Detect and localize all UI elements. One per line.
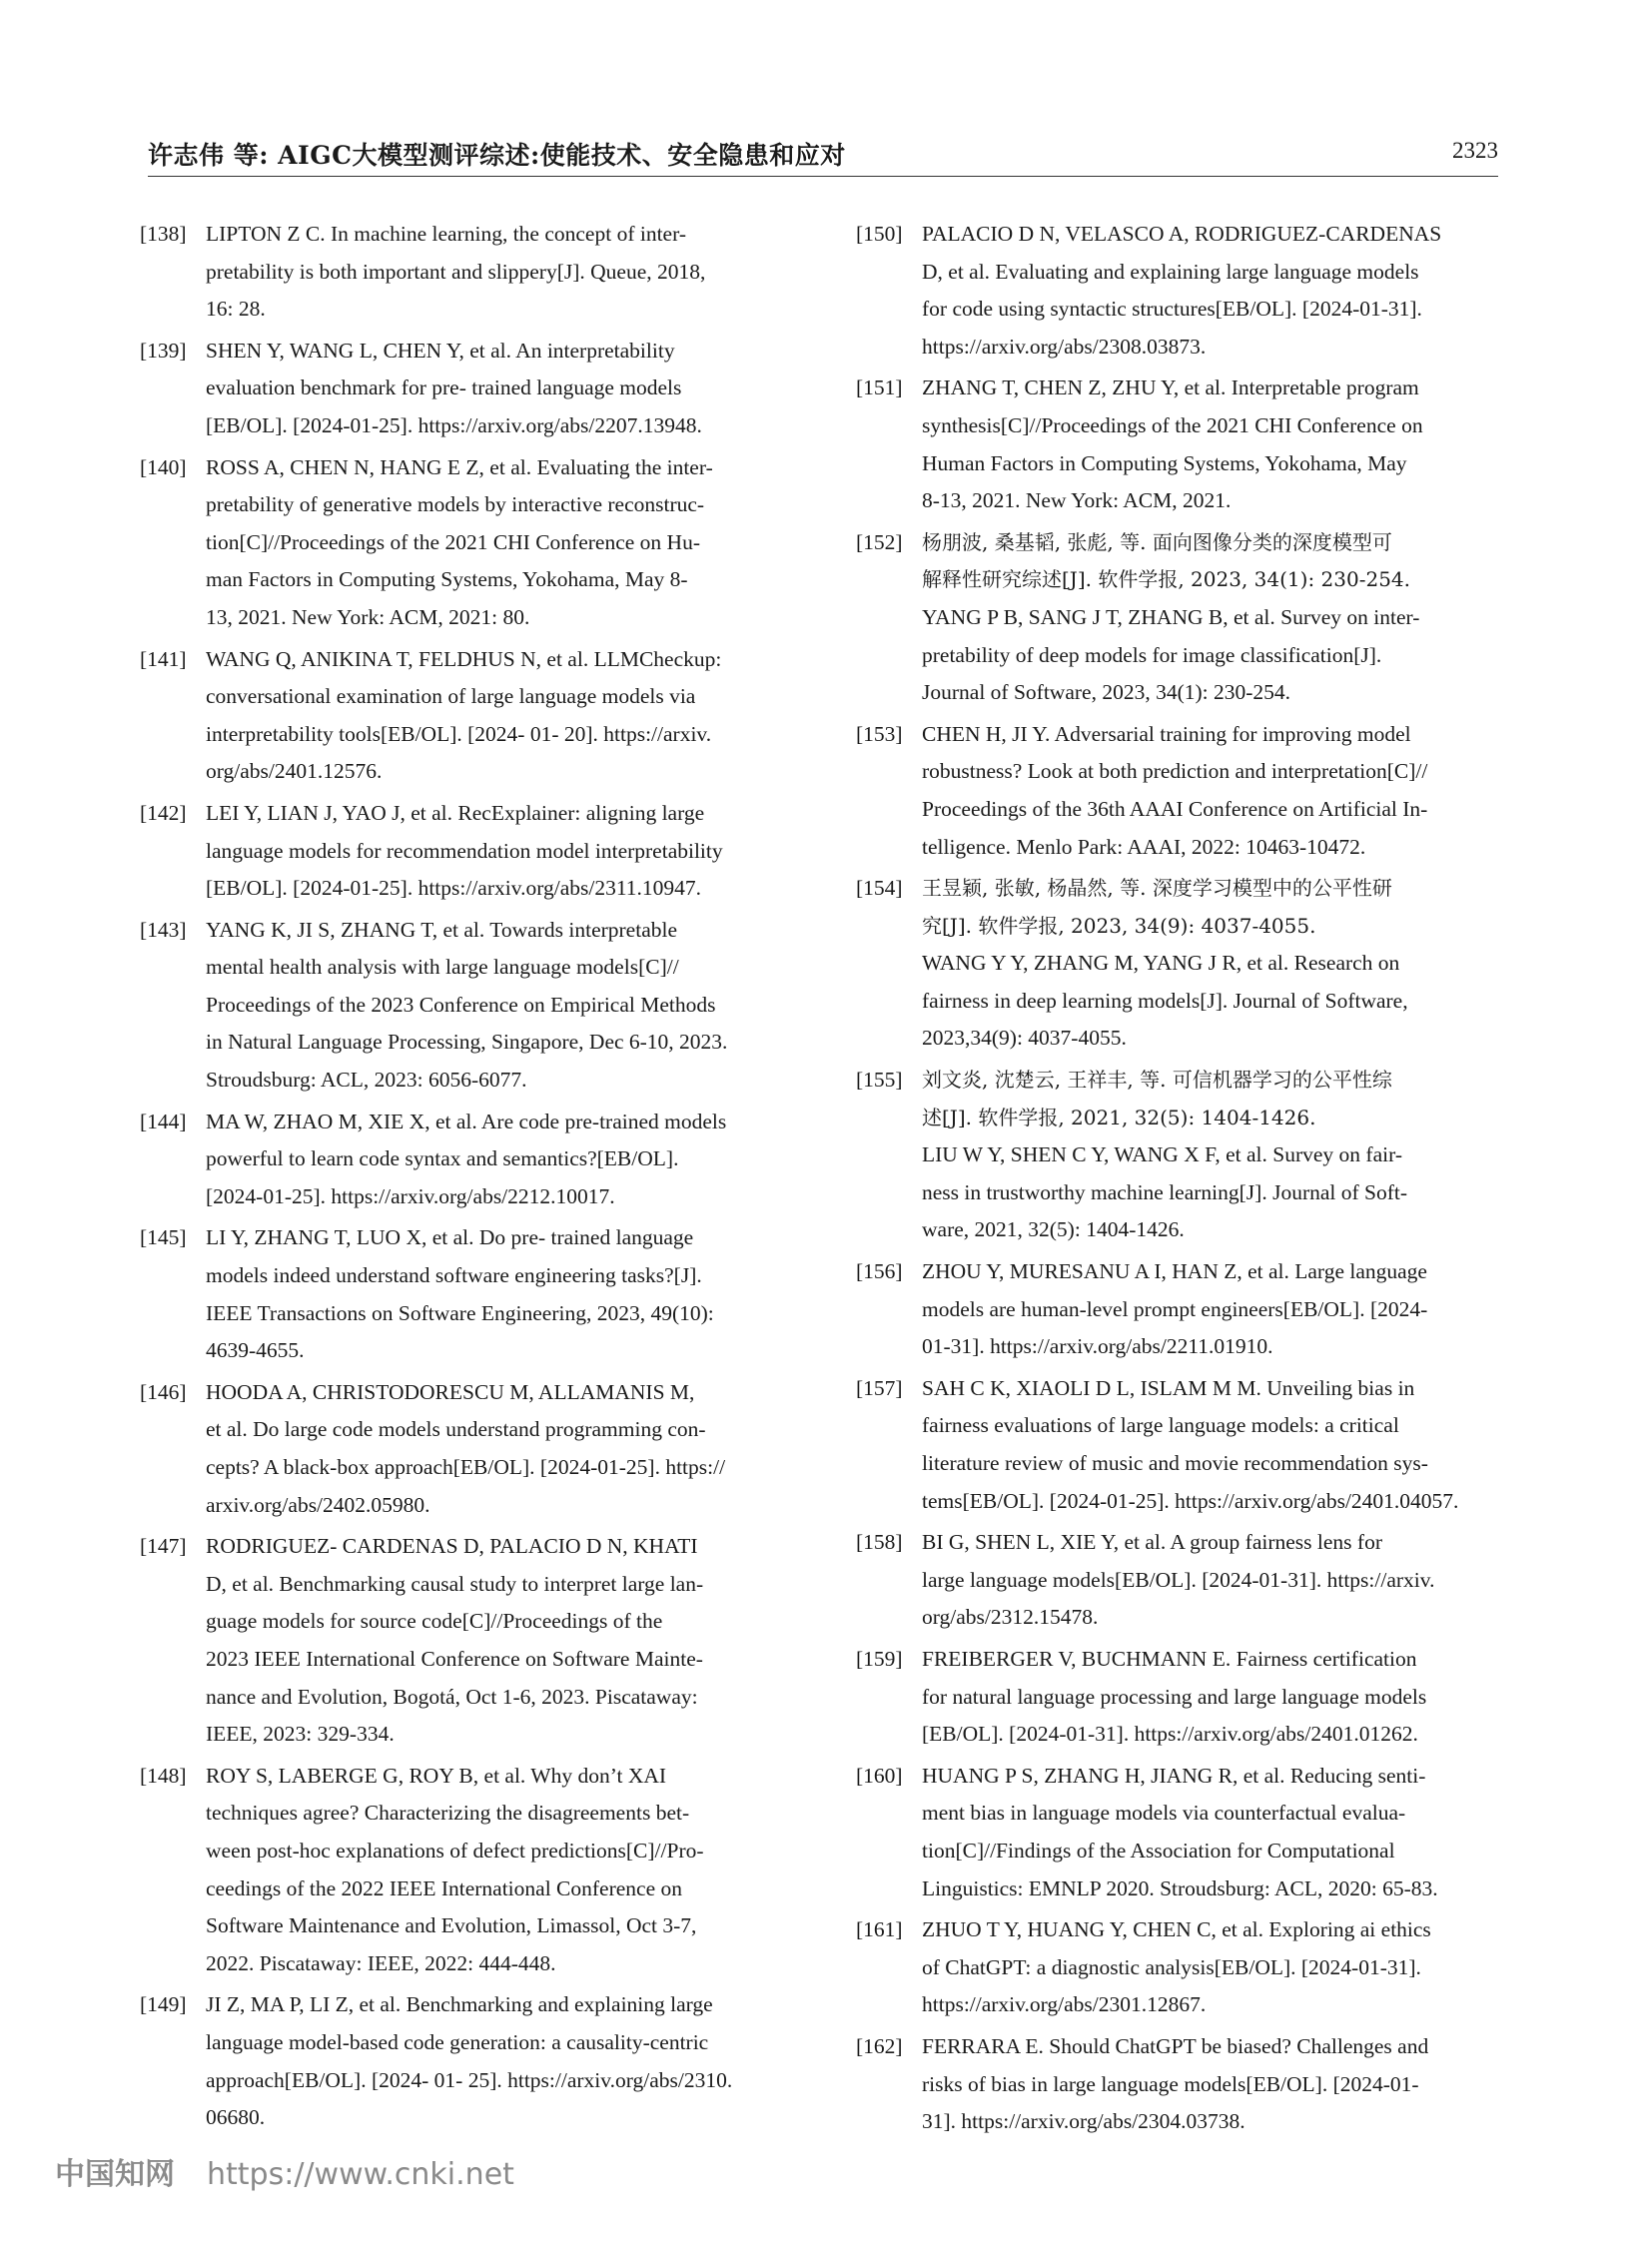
reference-number: [154]	[856, 876, 903, 901]
reference-item	[856, 1911, 1511, 2024]
reference-number: [155]	[856, 1068, 903, 1093]
reference-number: [150]	[856, 222, 903, 246]
cnki-watermark	[55, 2149, 514, 2193]
reference-item	[140, 1528, 799, 1754]
header-title: 许志伟 等: AIGC大模型测评综述:使能技术、安全隐患和应对	[148, 141, 846, 170]
reference-item	[140, 795, 799, 908]
reference-text: CHEN H, JI Y. Adversarial training for improving model robustness? Look at both prediction and interpretation[C]// Proceedings of the 36th AAAI Conference on Artificial In- telligence. Menlo Park: AAAI, 2022: 10463-10472.	[922, 721, 1428, 859]
reference-number: [140]	[140, 454, 187, 479]
reference-item	[856, 2028, 1511, 2141]
reference-item	[140, 216, 799, 329]
reference-text: RODRIGUEZ- CARDENAS D, PALACIO D N, KHATI D, et al. Benchmarking causal study to interpret large lan- guage models for source code[C]//Proceedings of the 2023 IEEE International Conference on Software Mainte- nance and Evolution, Bogotá, Oct 1-6, 2023. Piscataway: IEEE, 2023: 329-334.	[206, 1534, 704, 1747]
reference-item	[140, 1986, 799, 2136]
reference-text: HOODA A, CHRISTODORESCU M, ALLAMANIS M, et al. Do large code models understand programming con- cepts? A black-box approach[EB/OL]. [2024-01-25]. https:// arxiv.org/abs/2402.05980.	[206, 1379, 726, 1517]
reference-text: 杨朋波, 桑基韬, 张彪, 等. 面向图像分类的深度模型可 解释性研究综述[J]. 软件学报, 2023, 34(1): 230-254.	[922, 529, 1411, 592]
reference-number: [146]	[140, 1379, 187, 1404]
reference-text: ZHOU Y, MURESANU A I, HAN Z, et al. Large language models are human-level prompt engineers[EB/OL]. [2024- 01-31]. https://arxiv.org/abs/2211.01910.	[922, 1259, 1428, 1359]
reference-number: [142]	[140, 800, 187, 825]
reference-item	[856, 524, 1511, 712]
reference-text: YANG K, JI S, ZHANG T, et al. Towards interpretable mental health analysis with large language models[C]// Proceedings of the 2023 Conference on Empirical Methods in Natural Language Processing, Singapore, Dec 6-10, 2023. Stroudsburg: ACL, 2023: 6056-6077.	[206, 917, 728, 1093]
reference-text: ZHANG T, CHEN Z, ZHU Y, et al. Interpretable program synthesis[C]//Proceedings of the 2021 CHI Conference on Human Factors in Computing Systems, Yokohama, May 8-13, 2021. New York: ACM, 2021.	[922, 375, 1423, 513]
reference-number: [160]	[856, 1763, 903, 1788]
reference-item	[140, 641, 799, 791]
reference-text: 刘文炎, 沈楚云, 王祥丰, 等. 可信机器学习的公平性综 述[J]. 软件学报, 2021, 32(5): 1404-1426.	[922, 1068, 1392, 1129]
reference-item	[140, 333, 799, 445]
reference-text: WANG Q, ANIKINA T, FELDHUS N, et al. LLMCheckup: conversational examination of large language models via interpretability tools[EB/OL]. [2024- 01- 20]. https://arxiv. org/abs/2401.12576.	[206, 646, 722, 784]
reference-text: PALACIO D N, VELASCO A, RODRIGUEZ-CARDENAS D, et al. Evaluating and explaining large language models for code using syntactic structures[EB/OL]. [2024-01-31]. https://arxiv.org/abs/2308.03873.	[922, 222, 1442, 359]
reference-text: BI G, SHEN L, XIE Y, et al. A group fairness lens for large language models[EB/OL]. [2024-01-31]. https://arxiv. org/abs/2312.15478.	[922, 1530, 1435, 1630]
reference-item	[140, 1374, 799, 1524]
reference-number: [145]	[140, 1225, 187, 1250]
reference-number: [162]	[856, 2033, 903, 2058]
running-header	[148, 132, 1498, 177]
reference-number: [138]	[140, 222, 187, 246]
reference-item	[856, 1062, 1511, 1249]
reference-translation: YANG P B, SANG J T, ZHANG B, et al. Survey on inter- pretability of deep models for image classification[J]. Journal of Software, 2023, 34(1): 230-254.	[922, 604, 1420, 705]
reference-number: [148]	[140, 1763, 187, 1788]
references-left-column	[140, 216, 799, 2141]
page-number: 2323	[1452, 138, 1498, 163]
reference-text: JI Z, MA P, LI Z, et al. Benchmarking and explaining large language model-based code generation: a causality-centric approach[EB/OL]. [2024- 01- 25]. https://arxiv.org/abs/2310. 06680.	[206, 1992, 733, 2130]
reference-number: [152]	[856, 529, 903, 554]
reference-item	[140, 912, 799, 1100]
reference-text: 王昱颖, 张敏, 杨晶然, 等. 深度学习模型中的公平性研 究[J]. 软件学报, 2023, 34(9): 4037-4055.	[922, 876, 1392, 938]
reference-item	[856, 370, 1511, 519]
reference-text: FREIBERGER V, BUCHMANN E. Fairness certification for natural language processing and large language models [EB/OL]. [2024-01-31]. https://arxiv.org/abs/2401.01262.	[922, 1646, 1427, 1747]
reference-text: LI Y, ZHANG T, LUO X, et al. Do pre- trained language models indeed understand software engineering tasks?[J]. IEEE Transactions on Software Engineering, 2023, 49(10): 4639-4655.	[206, 1225, 714, 1363]
watermark-site-name: 中国知网	[55, 2157, 175, 2192]
reference-item	[856, 1758, 1511, 1907]
watermark-url: https://www.cnki.net	[207, 2157, 514, 2192]
reference-number: [149]	[140, 1992, 187, 2017]
reference-item	[856, 1524, 1511, 1637]
reference-translation: WANG Y Y, ZHANG M, YANG J R, et al. Research on fairness in deep learning models[J]. Journal of Software, 2023,34(9): 4037-4055.	[922, 951, 1408, 1051]
reference-number: [159]	[856, 1646, 903, 1671]
reference-item	[856, 216, 1511, 366]
reference-text: ZHUO T Y, HUANG Y, CHEN C, et al. Exploring ai ethics of ChatGPT: a diagnostic analysis[EB/OL]. [2024-01-31]. https://arxiv.org/abs/2301.12867.	[922, 1917, 1431, 2017]
reference-number: [147]	[140, 1534, 187, 1559]
reference-text: ROY S, LABERGE G, ROY B, et al. Why don’t XAI techniques agree? Characterizing the disagreements bet- ween post-hoc explanations of defect predictions[C]//Pro- ceedings of the 2022 IEEE International Conference on Software Maintenance and Evolution, Limassol, Oct 3-7, 2022. Piscataway: IEEE, 2022: 444-448.	[206, 1763, 704, 1975]
reference-number: [141]	[140, 646, 187, 671]
reference-text: HUANG P S, ZHANG H, JIANG R, et al. Reducing senti- ment bias in language models via counterfactual evalua- tion[C]//Findings of the Association for Computational Linguistics: EMNLP 2020. Stroudsburg: ACL, 2020: 65-83.	[922, 1763, 1438, 1900]
reference-item	[140, 449, 799, 637]
reference-text: SAH C K, XIAOLI D L, ISLAM M M. Unveiling bias in fairness evaluations of large language models: a critical literature review of music and movie recommendation sys- tems[EB/OL]. [2024-01-25]. https://arxiv.org/abs/2401.04057.	[922, 1375, 1459, 1513]
reference-item	[140, 1758, 799, 1983]
reference-number: [153]	[856, 721, 903, 746]
reference-number: [151]	[856, 375, 903, 400]
reference-text: FERRARA E. Should ChatGPT be biased? Challenges and risks of bias in large language models[EB/OL]. [2024-01- 31]. https://arxiv.org/abs/2304.03738.	[922, 2033, 1429, 2134]
reference-item	[856, 1253, 1511, 1366]
reference-text: SHEN Y, WANG L, CHEN Y, et al. An interpretability evaluation benchmark for pre- trained language models [EB/OL]. [2024-01-25]. https://arxiv.org/abs/2207.13948.	[206, 338, 702, 437]
reference-number: [161]	[856, 1917, 903, 1942]
reference-text: LIPTON Z C. In machine learning, the concept of inter- pretability is both important and slippery[J]. Queue, 2018, 16: 28.	[206, 222, 706, 322]
reference-text: MA W, ZHAO M, XIE X, et al. Are code pre-trained models powerful to learn code syntax and semantics?[EB/OL]. [2024-01-25]. https://arxiv.org/abs/2212.10017.	[206, 1109, 727, 1208]
reference-number: [143]	[140, 917, 187, 942]
reference-number: [157]	[856, 1375, 903, 1400]
reference-item	[856, 1370, 1511, 1520]
reference-number: [158]	[856, 1530, 903, 1555]
reference-number: [144]	[140, 1109, 187, 1133]
reference-item	[856, 1641, 1511, 1754]
references-right-column	[856, 216, 1511, 2145]
reference-number: [156]	[856, 1259, 903, 1284]
reference-item	[856, 716, 1511, 866]
reference-text: ROSS A, CHEN N, HANG E Z, et al. Evaluating the inter- pretability of generative models by interactive reconstruc- tion[C]//Proceedings of the 2021 CHI Conference on Hu- man Factors in Computing Systems, Yokohama, May 8- 13, 2021. New York: ACM, 2021: 80.	[206, 454, 713, 629]
reference-item	[140, 1219, 799, 1369]
reference-item	[856, 870, 1511, 1058]
reference-item	[140, 1104, 799, 1216]
reference-number: [139]	[140, 338, 187, 363]
reference-translation: LIU W Y, SHEN C Y, WANG X F, et al. Survey on fair- ness in trustworthy machine learning[J]. Journal of Soft- ware, 2021, 32(5): 1404-1426.	[922, 1142, 1408, 1242]
reference-text: LEI Y, LIAN J, YAO J, et al. RecExplainer: aligning large language models for recommendation model interpretability [EB/OL]. [2024-01-25]. https://arxiv.org/abs/2311.10947.	[206, 800, 723, 901]
